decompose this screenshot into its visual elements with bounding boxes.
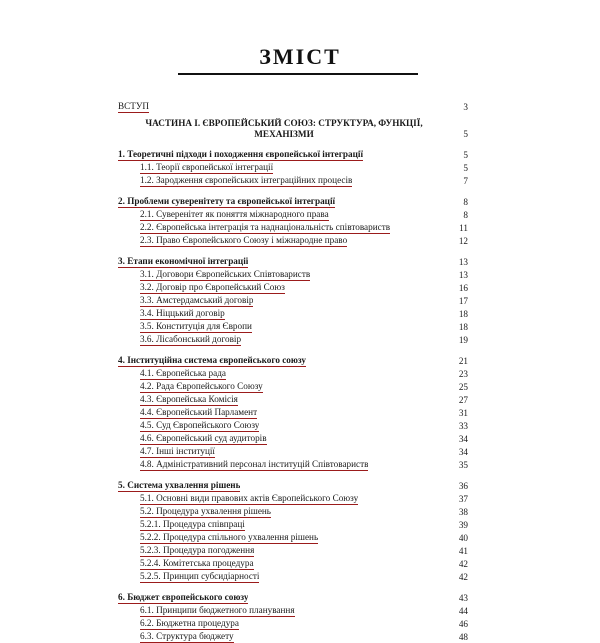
toc-item [118, 321, 468, 333]
toc-page-number: 21 [458, 356, 468, 366]
toc-item [118, 282, 468, 294]
toc-page-number: 11 [459, 223, 468, 233]
toc-item-text: 4.8. Адміністративний персонал інституцій Співтовариств [140, 459, 369, 469]
toc-item-text: 1.2. Зародження європейських інтеграційних процесів [140, 175, 353, 185]
toc-item-text: 6. Бюджет європейського союзу [118, 592, 249, 602]
toc-item [118, 571, 468, 583]
toc-page-number: 41 [458, 546, 468, 556]
toc-page-number: 8 [463, 210, 468, 220]
toc-item-text: 4.7. Інші інституції [140, 446, 215, 456]
toc-item [118, 101, 468, 113]
toc-page-number: 33 [458, 421, 468, 431]
toc-item-text: 5.2.1. Процедура співпраці [140, 519, 245, 529]
toc-item [118, 532, 468, 544]
toc-item-text: ВСТУП [118, 101, 150, 111]
toc-item [118, 433, 468, 445]
toc-item [118, 446, 468, 458]
toc-item [118, 407, 468, 419]
toc-item-text: 2. Проблеми суверенітету та європейської інтеграції [118, 196, 336, 206]
toc-item-text: 3.3. Амстердамський договір [140, 295, 254, 305]
toc-page-number: 3 [463, 102, 468, 112]
toc-page-number: 5 [463, 129, 468, 139]
toc-item-text: 3.5. Конституція для Європи [140, 321, 252, 331]
toc-page-number: 42 [458, 572, 468, 582]
toc-item [118, 420, 468, 432]
toc-item [118, 519, 468, 531]
page-title: ЗМІСТ [259, 44, 341, 69]
table-of-contents [118, 100, 468, 643]
toc-page-number: 17 [458, 296, 468, 306]
toc-item-text: 5.2.4. Комітетська процедура [140, 558, 254, 568]
toc-item-text: 4.1. Європейська рада [140, 368, 226, 378]
toc-part-heading [118, 118, 468, 140]
toc-page-number: 34 [458, 434, 468, 444]
toc-item [118, 222, 468, 234]
toc-item [118, 618, 468, 630]
toc-item-text: 1. Теоретичні підходи і походження європейської інтеграції [118, 149, 364, 159]
toc-item-text: 6.1. Принципи бюджетного планування [140, 605, 295, 615]
toc-item [118, 295, 468, 307]
toc-item [118, 175, 468, 187]
toc-item-text: 2.1. Суверенітет як поняття міжнародного права [140, 209, 329, 219]
toc-page-number: 37 [458, 494, 468, 504]
toc-page-number: 18 [458, 322, 468, 332]
toc-page-number: 48 [458, 632, 468, 642]
toc-item-text: 5.2.2. Процедура спільного ухвалення рішень [140, 532, 319, 542]
toc-item [118, 459, 468, 471]
toc-page-number: 42 [458, 559, 468, 569]
toc-item-text: 3.1. Договори Європейських Співтовариств [140, 269, 311, 279]
toc-item [118, 334, 468, 346]
toc-item-text: 3. Етапи економічної інтеграції [118, 256, 249, 266]
toc-section [118, 149, 468, 161]
toc-page-number: 38 [458, 507, 468, 517]
toc-item [118, 235, 468, 247]
toc-item [118, 162, 468, 174]
toc-page-number: 7 [463, 176, 468, 186]
toc-part-text: ЧАСТИНА І. ЄВРОПЕЙСЬКИЙ СОЮЗ: СТРУКТУРА, ФУНКЦІЇ, МЕХАНІЗМИ [145, 118, 423, 139]
toc-item [118, 506, 468, 518]
toc-page-number: 35 [458, 460, 468, 470]
toc-section [118, 256, 468, 268]
toc-item [118, 545, 468, 557]
toc-page-number: 5 [463, 163, 468, 173]
toc-item [118, 308, 468, 320]
toc-page-number: 46 [458, 619, 468, 629]
toc-item-text: 4.4. Європейський Парламент [140, 407, 258, 417]
toc-page-number: 27 [458, 395, 468, 405]
toc-item-text: 2.2. Європейська інтеграція та наднаціональність співтовариств [140, 222, 391, 232]
toc-item-text: 4.6. Європейський суд аудиторів [140, 433, 267, 443]
toc-page-number: 40 [458, 533, 468, 543]
toc-item-text: 4.2. Рада Європейського Союзу [140, 381, 263, 391]
toc-page-number: 8 [463, 197, 468, 207]
toc-item-text: 1.1. Теорії європейської інтеграції [140, 162, 274, 172]
toc-item [118, 394, 468, 406]
toc-section [118, 592, 468, 604]
toc-item-text: 6.2. Бюджетна процедура [140, 618, 239, 628]
title-underline [178, 73, 418, 75]
toc-page-number: 36 [458, 481, 468, 491]
toc-item-text: 4.5. Суд Європейського Союзу [140, 420, 260, 430]
toc-item [118, 493, 468, 505]
toc-item-text: 6.3. Структура бюджету [140, 631, 234, 641]
toc-item-text: 3.4. Ніццький договір [140, 308, 225, 318]
toc-page-number: 18 [458, 309, 468, 319]
toc-page-number: 16 [458, 283, 468, 293]
toc-item-text: 4. Інституційна система європейського союзу [118, 355, 306, 365]
toc-item [118, 368, 468, 380]
toc-item-text: 5. Система ухвалення рішень [118, 480, 241, 490]
toc-page-number: 19 [458, 335, 468, 345]
toc-item [118, 605, 468, 617]
toc-page-number: 13 [458, 270, 468, 280]
toc-item-text: 3.6. Лісабонський договір [140, 334, 242, 344]
toc-page-number: 34 [458, 447, 468, 457]
toc-page-number: 25 [458, 382, 468, 392]
toc-item-text: 4.3. Європейська Комісія [140, 394, 238, 404]
toc-page-number: 39 [458, 520, 468, 530]
toc-item [118, 381, 468, 393]
toc-item-text: 3.2. Договір про Європейський Союз [140, 282, 285, 292]
toc-item [118, 631, 468, 643]
toc-item-text: 5.1. Основні види правових актів Європейського Союзу [140, 493, 359, 503]
toc-item [118, 209, 468, 221]
toc-page-number: 5 [463, 150, 468, 160]
toc-item-text: 2.3. Право Європейського Союзу і міжнародне право [140, 235, 348, 245]
toc-page-number: 43 [458, 593, 468, 603]
toc-item-text: 5.2.5. Принцип субсидіарності [140, 571, 260, 581]
toc-item [118, 269, 468, 281]
toc-item-text: 5.2. Процедура ухвалення рішень [140, 506, 271, 516]
toc-section [118, 480, 468, 492]
toc-item [118, 558, 468, 570]
toc-section [118, 355, 468, 367]
toc-page-number: 23 [458, 369, 468, 379]
toc-page-number: 44 [458, 606, 468, 616]
toc-section [118, 196, 468, 208]
toc-page-number: 13 [458, 257, 468, 267]
toc-page-number: 31 [458, 408, 468, 418]
toc-item-text: 5.2.3. Процедура погодження [140, 545, 255, 555]
toc-page-number: 12 [458, 236, 468, 246]
